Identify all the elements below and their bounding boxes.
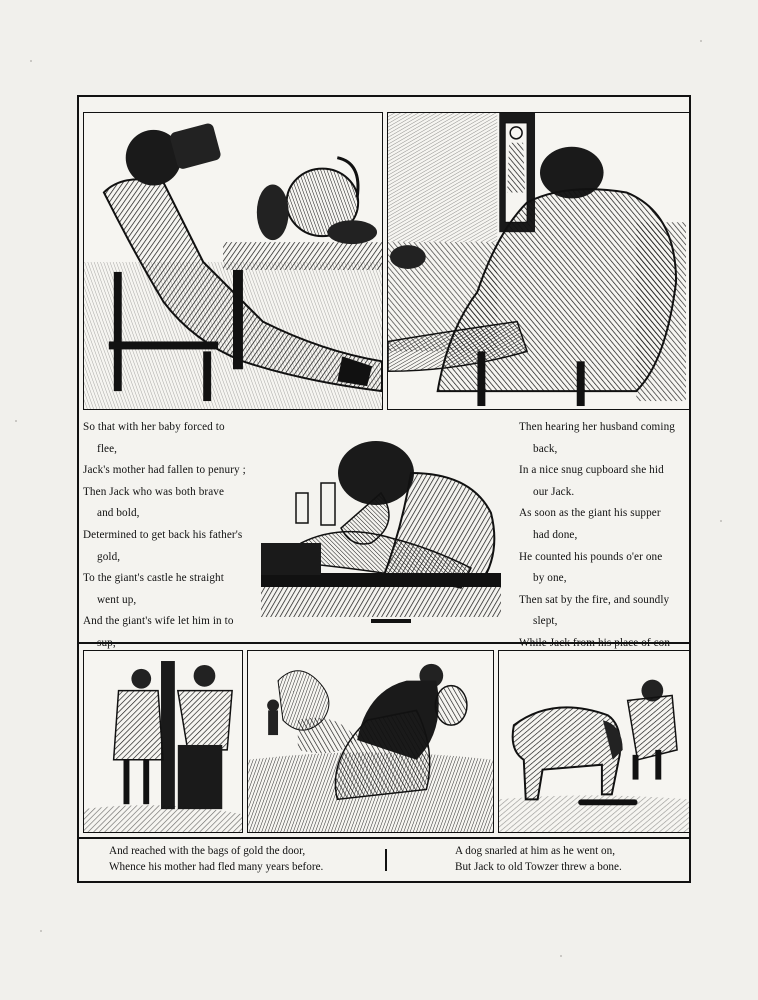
jack-at-door-engraving (84, 651, 242, 832)
verse-line: Then sat by the fire, and soundly (519, 593, 670, 606)
caption-separator (385, 849, 387, 871)
verse-line: So that with her baby forced to (83, 421, 225, 433)
page-frame (77, 95, 691, 883)
caption-left-line1: And reached with the bags of gold the door, (109, 845, 306, 857)
verse-right (519, 417, 691, 676)
verse-line: had done, (533, 528, 578, 541)
mother-fleeing-engraving (248, 651, 493, 832)
giant-drinking-engraving (84, 113, 382, 409)
illustration-giant-sleeping (387, 112, 690, 410)
verse-line: In a nice snug cupboard she hid (519, 464, 664, 477)
caption-left-line2: Whence his mother had fled many years before. (109, 861, 324, 873)
illustration-giant-drinking (83, 112, 383, 410)
verse-line: To the giant's castle he straight (83, 572, 224, 585)
verse-left (83, 417, 263, 655)
verse-line: and bold, (97, 507, 140, 520)
caption-left (109, 843, 409, 875)
verse-line: slept, (533, 615, 558, 628)
illustration-giant-counting-gold (261, 433, 501, 631)
verse-line: Jack's mother had fallen to penury ; (83, 464, 246, 477)
caption-right (455, 843, 685, 875)
verse-line: gold, (97, 550, 121, 563)
caption-right-line2: But Jack to old Towzer threw a bone. (455, 861, 622, 873)
divider-horizontal (79, 642, 689, 644)
verse-line: went up, (97, 593, 137, 606)
verse-line: Then Jack who was both brave (83, 485, 225, 498)
divider-captions (79, 837, 689, 839)
verse-line: flee, (97, 442, 118, 455)
illustration-mother-fleeing (247, 650, 494, 833)
dog-and-jack-engraving (499, 651, 689, 832)
verse-line: And the giant's wife let him in to (83, 615, 234, 628)
verse-line: back, (533, 442, 558, 455)
giant-counting-gold-engraving (261, 433, 501, 631)
verse-line: by one, (533, 572, 567, 585)
verse-line: Then hearing her husband coming (519, 421, 675, 433)
verse-line: Determined to get back his father's (83, 528, 243, 541)
verse-line: He counted his pounds o'er one (519, 550, 663, 563)
illustration-dog-and-jack (498, 650, 690, 833)
verse-line: our Jack. (533, 485, 575, 498)
verse-line: As soon as the giant his supper (519, 507, 661, 520)
giant-sleeping-engraving (388, 113, 689, 409)
illustration-jack-at-door (83, 650, 243, 833)
caption-right-line1: A dog snarled at him as he went on, (455, 845, 616, 857)
